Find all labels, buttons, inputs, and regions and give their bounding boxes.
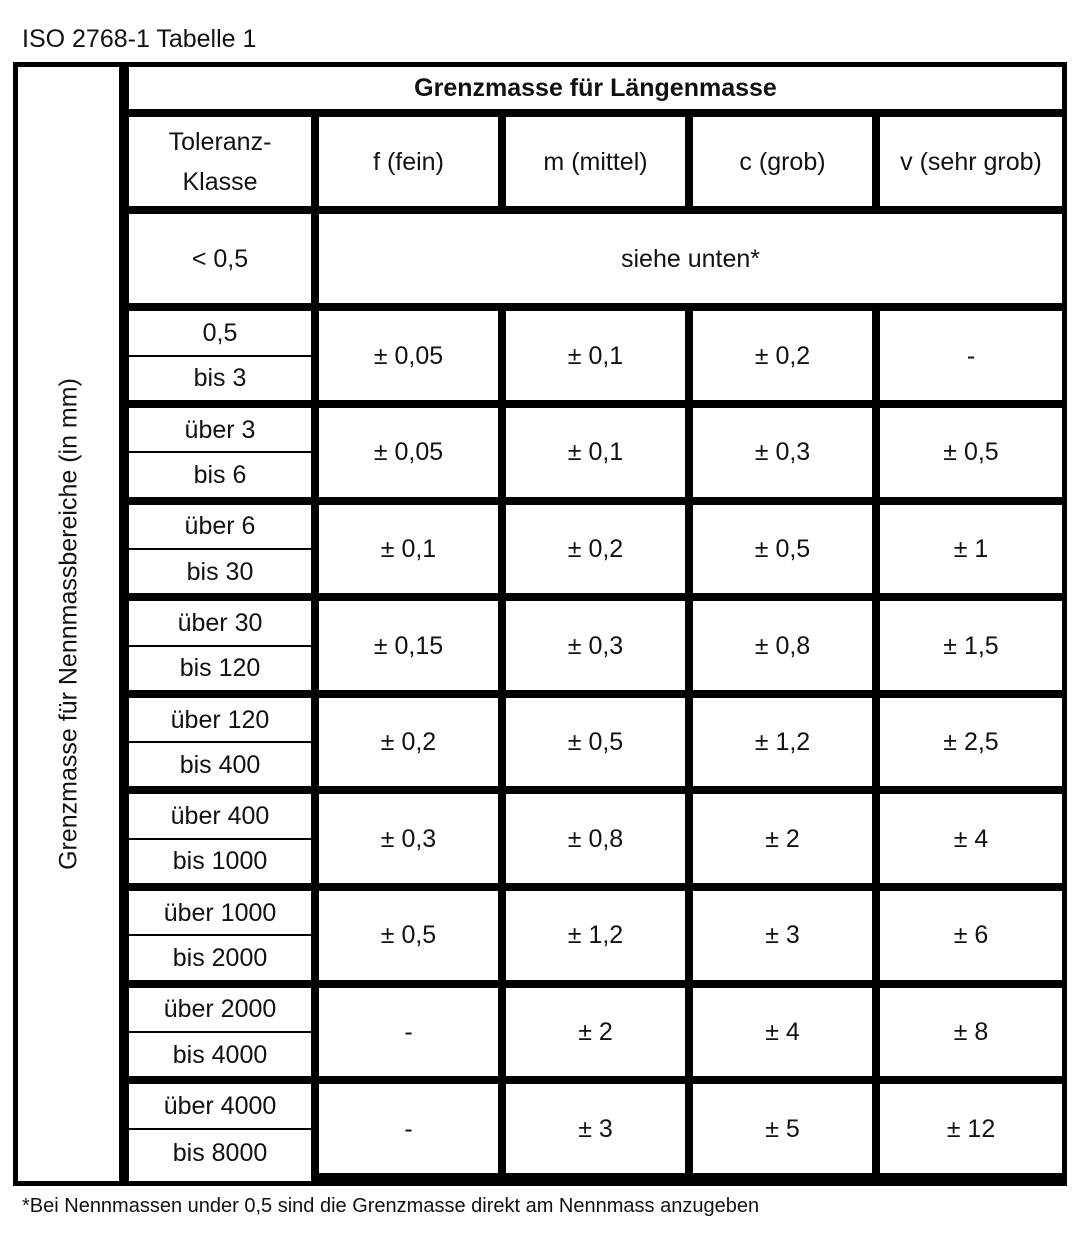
column-header-v: v (sehr grob) <box>876 113 1062 210</box>
tolerance-value-v: ± 6 <box>876 887 1062 984</box>
range-upper-bound: bis 2000 <box>129 935 315 983</box>
class-header <box>129 113 315 210</box>
tolerance-value-f: ± 0,5 <box>315 887 502 984</box>
class-header-line1: Toleranz- <box>168 127 272 156</box>
tolerance-value-c: ± 0,5 <box>689 501 876 598</box>
range-lower-bound: über 4000 <box>129 1080 315 1128</box>
class-header-line2: Klasse <box>182 167 258 196</box>
tolerance-value-m: ± 0,5 <box>502 694 689 791</box>
tolerance-value-c: ± 3 <box>689 887 876 984</box>
tolerance-value-v: ± 8 <box>876 984 1062 1081</box>
column-header-row <box>129 113 1062 210</box>
tolerance-value-c: ± 0,2 <box>689 307 876 404</box>
tolerance-value-f: ± 0,05 <box>315 307 502 404</box>
tolerance-value-f: - <box>315 984 502 1081</box>
side-header <box>18 67 129 1181</box>
table-row <box>129 307 1062 355</box>
range-lower-bound: über 400 <box>129 790 315 838</box>
document-title: ISO 2768-1 Tabelle 1 <box>22 25 257 53</box>
range-row-below-0-5 <box>129 210 1062 308</box>
tolerance-value-f: ± 0,15 <box>315 597 502 694</box>
tolerance-value-f: ± 0,3 <box>315 790 502 887</box>
tolerance-table <box>129 67 1062 1181</box>
footnote: *Bei Nennmassen under 0,5 sind die Grenzmasse direkt am Nennmass anzugeben <box>22 1195 760 1217</box>
tolerance-value-c: ± 0,8 <box>689 597 876 694</box>
range-lower-bound: 0,5 <box>129 307 315 355</box>
tolerance-value-c: ± 1,2 <box>689 694 876 791</box>
tolerance-value-m: ± 2 <box>502 984 689 1081</box>
table-row <box>129 404 1062 452</box>
range-upper-bound: bis 120 <box>129 646 315 694</box>
table-row <box>129 694 1062 742</box>
range-upper-bound: bis 6 <box>129 452 315 500</box>
range-lower-bound: über 6 <box>129 501 315 549</box>
range-lower-bound: über 1000 <box>129 887 315 935</box>
tolerance-value-v: ± 2,5 <box>876 694 1062 791</box>
class-header-text <box>169 122 272 202</box>
tolerance-value-m: ± 1,2 <box>502 887 689 984</box>
tolerance-value-m: ± 0,1 <box>502 307 689 404</box>
tolerance-value-f: ± 0,05 <box>315 404 502 501</box>
column-header-c: c (grob) <box>689 113 876 210</box>
tolerance-value-m: ± 3 <box>502 1080 689 1177</box>
side-header-label: Grenzmasse für Nennmassbereiche (in mm) <box>54 378 82 870</box>
tolerance-value-v: ± 4 <box>876 790 1062 887</box>
table-row <box>129 790 1062 838</box>
see-below-note: siehe unten* <box>315 210 1062 308</box>
range-label-below-0-5: < 0,5 <box>129 210 315 308</box>
tolerance-value-c: ± 2 <box>689 790 876 887</box>
tolerance-value-c: ± 5 <box>689 1080 876 1177</box>
range-upper-bound: bis 8000 <box>129 1129 315 1177</box>
range-lower-bound: über 2000 <box>129 984 315 1032</box>
main-header: Grenzmasse für Längenmasse <box>129 67 1062 113</box>
tolerance-value-f: - <box>315 1080 502 1177</box>
column-header-f: f (fein) <box>315 113 502 210</box>
range-lower-bound: über 120 <box>129 694 315 742</box>
tolerance-value-v: - <box>876 307 1062 404</box>
range-upper-bound: bis 30 <box>129 549 315 597</box>
range-lower-bound: über 30 <box>129 597 315 645</box>
range-upper-bound: bis 4000 <box>129 1032 315 1080</box>
table-row <box>129 597 1062 645</box>
table-row <box>129 501 1062 549</box>
tolerance-value-v: ± 0,5 <box>876 404 1062 501</box>
tolerance-value-m: ± 0,2 <box>502 501 689 598</box>
tolerance-value-m: ± 0,3 <box>502 597 689 694</box>
tolerance-value-v: ± 1 <box>876 501 1062 598</box>
tolerance-value-m: ± 0,1 <box>502 404 689 501</box>
tolerance-value-v: ± 1,5 <box>876 597 1062 694</box>
tolerance-value-f: ± 0,1 <box>315 501 502 598</box>
tolerance-value-v: ± 12 <box>876 1080 1062 1177</box>
main-header-row <box>129 67 1062 113</box>
table-row <box>129 887 1062 935</box>
range-upper-bound: bis 3 <box>129 356 315 404</box>
range-upper-bound: bis 1000 <box>129 839 315 887</box>
range-upper-bound: bis 400 <box>129 742 315 790</box>
table-row <box>129 1080 1062 1128</box>
tolerance-value-f: ± 0,2 <box>315 694 502 791</box>
tolerance-value-c: ± 0,3 <box>689 404 876 501</box>
range-lower-bound: über 3 <box>129 404 315 452</box>
column-header-m: m (mittel) <box>502 113 689 210</box>
tolerance-value-c: ± 4 <box>689 984 876 1081</box>
table-row <box>129 984 1062 1032</box>
tolerance-value-m: ± 0,8 <box>502 790 689 887</box>
